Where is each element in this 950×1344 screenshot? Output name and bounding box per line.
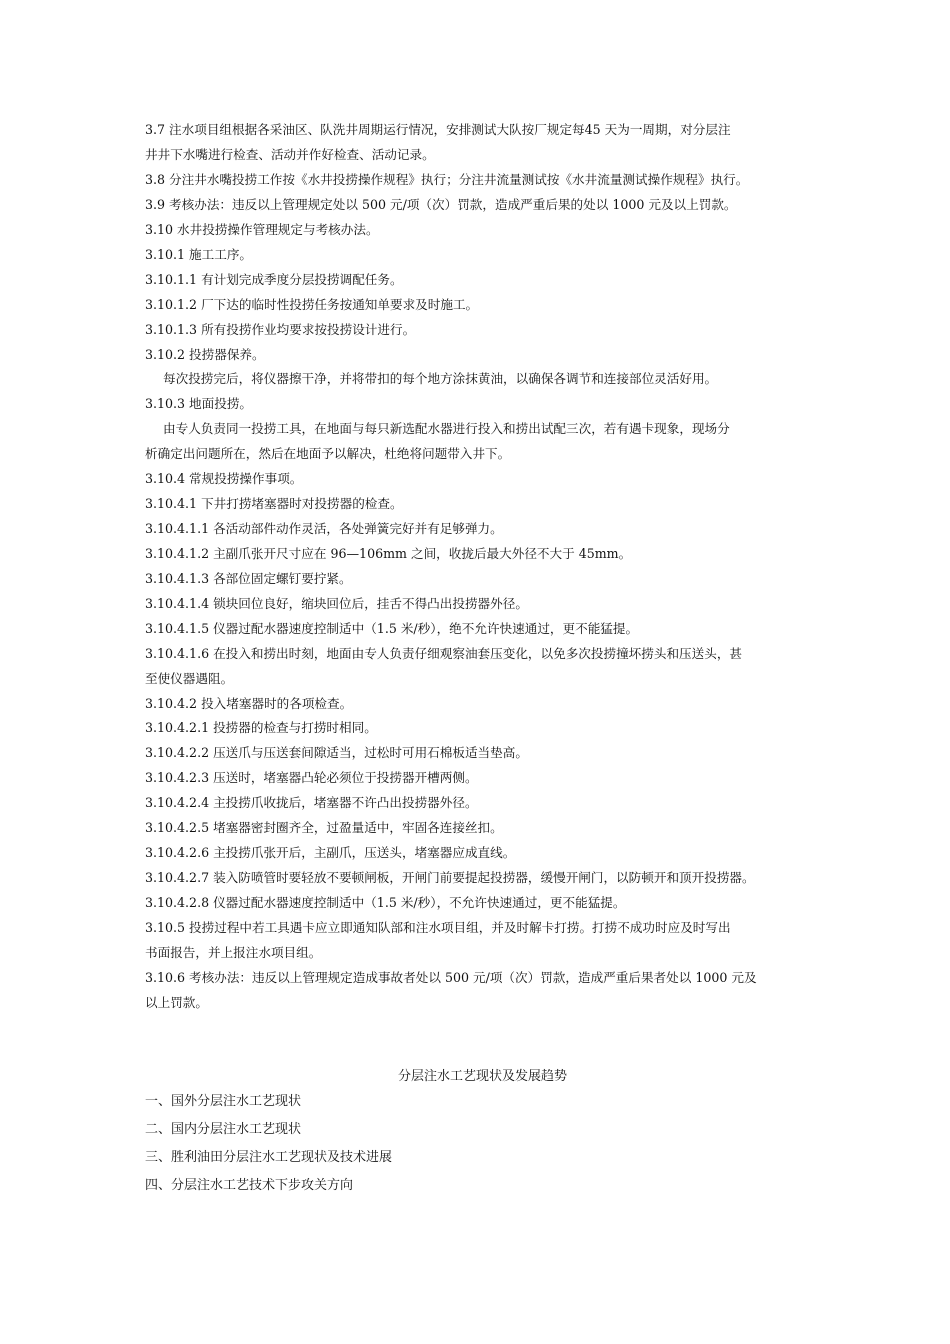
body-line: 3.10.5 投捞过程中若工具遇卡应立即通知队部和注水项目组，并及时解卡打捞。打捞不成功时应及时写出 <box>145 920 731 935</box>
body-line: 3.10.4.2.1 投捞器的检查与打捞时相同。 <box>145 720 377 735</box>
body-line: 3.10.1.1 有计划完成季度分层投捞调配任务。 <box>145 272 403 287</box>
body-line: 每次投捞完后，将仪器擦干净，并将带扣的每个地方涂抹黄油，以确保各调节和连接部位灵活好用。 <box>163 371 718 386</box>
body-line: 3.10.4.1.3 各部位固定螺钉要拧紧。 <box>145 571 352 586</box>
body-line: 3.10.4.1.5 仪器过配水器速度控制适中（1.5 米/秒），绝不允许快速通过，更不能猛提。 <box>145 621 639 636</box>
toc-item: 二、国内分层注水工艺现状 <box>145 1122 302 1137</box>
body-line: 3.10.4.1 下井打捞堵塞器时对投捞器的检查。 <box>145 496 403 511</box>
body-line: 3.10.4.1.6 在投入和捞出时刻，地面由专人负责仔细观察油套压变化，以免多次投捞撞坏捞头和压送头，甚 <box>145 646 743 661</box>
body-line: 3.10.6 考核办法：违反以上管理规定造成事故者处以 500 元/项（次）罚款，造成严重后果者处以 1000 元及 <box>145 970 757 985</box>
body-line: 3.10.4.2.2 压送爪与压送套间隙适当，过松时可用石棉板适当垫高。 <box>145 745 528 760</box>
body-line: 3.8 分注井水嘴投捞工作按《水井投捞操作规程》执行；分注井流量测试按《水井流量测试操作规程》执行。 <box>145 172 749 187</box>
body-line: 3.10.2 投捞器保养。 <box>145 347 265 362</box>
body-line: 3.10.4.1.4 锁块回位良好，缩块回位后，挂舌不得凸出投捞器外径。 <box>145 596 528 611</box>
body-line: 3.10.4.1.2 主副爪张开尺寸应在 96—106mm 之间，收拢后最大外径不大于 45mm。 <box>145 546 632 561</box>
toc-item: 四、分层注水工艺技术下步攻关方向 <box>145 1178 354 1193</box>
body-line: 3.7 注水项目组根据各采油区、队洗井周期运行情况，安排测试大队按厂规定每45 天为一周期，对分层注 <box>145 122 731 137</box>
body-line: 3.10.1.2 厂下达的临时性投捞任务按通知单要求及时施工。 <box>145 297 479 312</box>
body-line: 井井下水嘴进行检查、活动并作好检查、活动记录。 <box>145 147 435 162</box>
section-title: 分层注水工艺现状及发展趋势 <box>397 1069 567 1084</box>
body-line: 3.10.1 施工工序。 <box>145 247 253 262</box>
body-line: 3.10.4.2.3 压送时，堵塞器凸轮必须位于投捞器开槽两侧。 <box>145 770 478 785</box>
body-line: 3.10.4.2 投入堵塞器时的各项检查。 <box>145 696 353 711</box>
body-line: 3.10.4.2.8 仪器过配水器速度控制适中（1.5 米/秒），不允许快速通过，更不能猛提。 <box>145 895 626 910</box>
body-line: 3.10.4 常规投捞操作事项。 <box>145 471 303 486</box>
body-line: 3.10.3 地面投捞。 <box>145 396 253 411</box>
body-line: 至使仪器遇阻。 <box>145 671 234 686</box>
body-line: 析确定出问题所在，然后在地面予以解决，杜绝将问题带入井下。 <box>145 446 511 461</box>
body-line: 书面报告，并上报注水项目组。 <box>145 945 322 960</box>
body-line: 3.10.4.2.7 装入防喷管时要轻放不要顿闸板，开闸门前要提起投捞器，缓慢开闸门，以防顿开和顶开投捞器。 <box>145 870 755 885</box>
body-line: 3.10.1.3 所有投捞作业均要求按投捞设计进行。 <box>145 322 416 337</box>
body-line: 3.10.4.2.4 主投捞爪收拢后，堵塞器不许凸出投捞器外径。 <box>145 795 478 810</box>
body-line: 3.10 水井投捞操作管理规定与考核办法。 <box>145 222 379 237</box>
body-line: 3.9 考核办法：违反以上管理规定处以 500 元/项（次）罚款，造成严重后果的处以 1000 元及以上罚款。 <box>145 197 737 212</box>
body-line: 3.10.4.2.6 主投捞爪张开后，主副爪，压送头，堵塞器应成直线。 <box>145 845 516 860</box>
body-line: 以上罚款。 <box>145 995 208 1010</box>
body-line: 由专人负责同一投捞工具，在地面与每只新选配水器进行投入和捞出试配三次，若有遇卡现象，现场分 <box>163 421 730 436</box>
body-line: 3.10.4.1.1 各活动部件动作灵活，各处弹簧完好并有足够弹力。 <box>145 521 503 536</box>
toc-item: 一、国外分层注水工艺现状 <box>145 1094 302 1109</box>
toc-item: 三、胜利油田分层注水工艺现状及技术进展 <box>145 1150 393 1165</box>
body-line: 3.10.4.2.5 堵塞器密封圈齐全，过盈量适中，牢固各连接丝扣。 <box>145 820 503 835</box>
